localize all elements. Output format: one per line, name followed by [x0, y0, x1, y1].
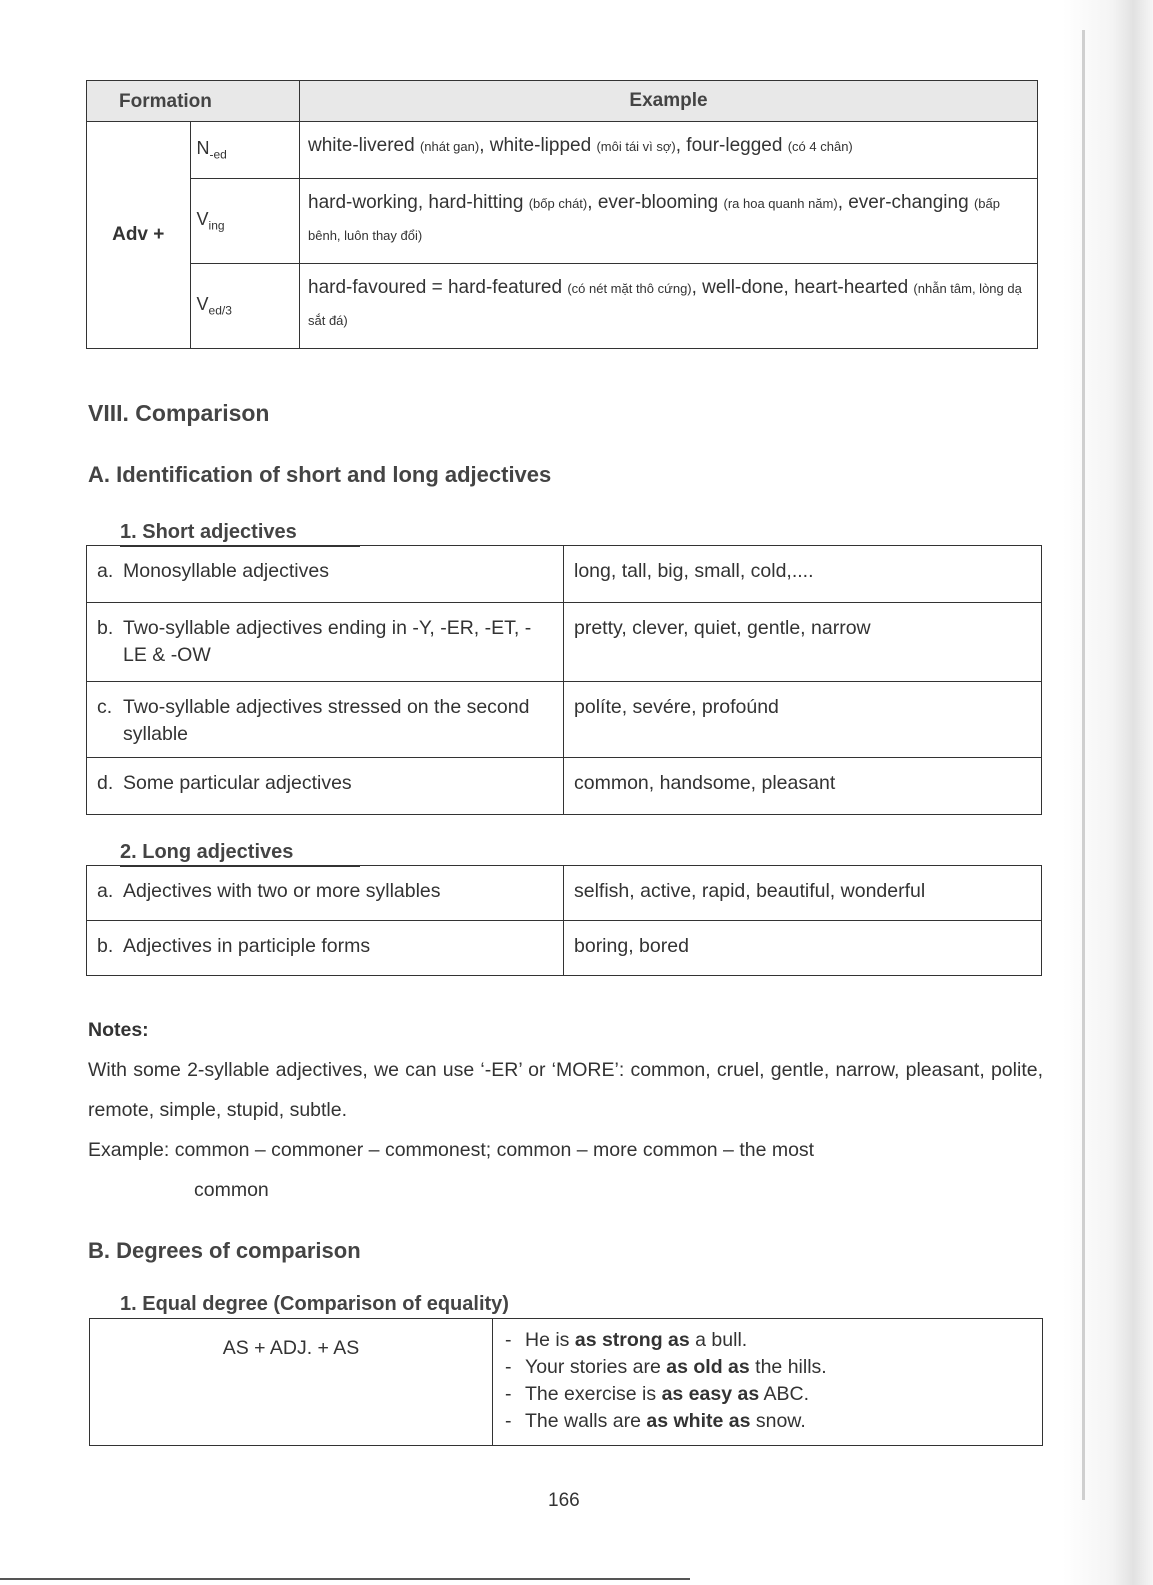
table-row	[87, 866, 1042, 921]
table-row	[87, 921, 1042, 976]
adjective-example-cell: boring, bored	[564, 921, 1042, 976]
example-sentence: - The exercise is as easy as ABC.	[505, 1383, 810, 1405]
long-adjectives-table	[86, 865, 1042, 976]
example-text: , ever-changing	[837, 192, 974, 213]
example-sentence: - Your stories are as old as the hills.	[505, 1356, 827, 1378]
form-cell	[190, 264, 299, 349]
form-cell	[190, 179, 299, 264]
short-adjectives-table	[86, 545, 1042, 815]
example-cell	[300, 122, 1038, 179]
bottom-rule	[0, 1578, 690, 1580]
page-number: 166	[548, 1490, 580, 1511]
example-header: Example	[300, 81, 1038, 122]
example-list	[505, 1327, 1032, 1435]
vietnamese-gloss: (bấp bênh, luôn thay đổi)	[308, 196, 1000, 243]
subsection-heading-identification: A. Identification of short and long adjectives	[88, 462, 552, 487]
adjective-type-cell: a. Monosyllable adjectives	[87, 546, 564, 603]
notes-block	[88, 1010, 1043, 1210]
formation-header-row	[87, 81, 1038, 122]
table-row	[87, 603, 1042, 682]
vietnamese-gloss: (nhát gan)	[419, 139, 480, 154]
adjective-type-cell: b. Two-syllable adjectives ending in -Y, -ER, -ET, -LE & -OW	[87, 603, 564, 682]
table-row	[87, 682, 1042, 758]
example-sentence: - He is as strong as a bull.	[505, 1329, 748, 1351]
example-text: hard-working, hard-hitting	[308, 192, 529, 213]
formation-header: Formation	[87, 81, 300, 122]
examples-cell	[493, 1319, 1043, 1446]
section-heading-comparison: VIII. Comparison	[88, 400, 270, 426]
example-cell	[300, 179, 1038, 264]
heading-long-adjectives: 2. Long adjectives	[120, 841, 360, 867]
formation-row	[87, 264, 1038, 349]
example-text: white-livered	[308, 135, 420, 156]
adjective-example-cell: pretty, clever, quiet, gentle, narrow	[564, 603, 1042, 682]
formation-row	[87, 179, 1038, 264]
example-text: , ever-blooming	[587, 192, 724, 213]
form-cell	[190, 122, 299, 179]
table-row	[90, 1319, 1043, 1446]
adjective-example-cell: long, tall, big, small, cold,....	[564, 546, 1042, 603]
example-text: , four-legged	[675, 135, 788, 156]
table-row	[87, 758, 1042, 815]
notes-label: Notes:	[88, 1019, 149, 1041]
form-symbol: $V_{ing}$	[196, 209, 225, 233]
notes-example-continuation: common	[194, 1179, 269, 1201]
adjective-example-cell: selfish, active, rapid, beautiful, wonderful	[564, 866, 1042, 921]
notes-example: Example: common – commoner – commonest; common – more common – the most	[88, 1139, 815, 1161]
formation-row	[87, 122, 1038, 179]
heading-equal-degree: 1. Equal degree (Comparison of equality)	[120, 1293, 640, 1319]
formula-cell: AS + ADJ. + AS	[90, 1319, 493, 1446]
adjective-type-cell: a. Adjectives with two or more syllables	[87, 866, 564, 921]
vietnamese-gloss: (môi tái vì sợ)	[596, 139, 676, 154]
adv-label: Adv +	[87, 122, 191, 349]
scan-edge-shadow	[1063, 0, 1153, 1585]
vietnamese-gloss: (ra hoa quanh năm)	[723, 196, 838, 211]
adjective-example-cell: políte, sevére, profoúnd	[564, 682, 1042, 758]
notes-body: With some 2-syllable adjectives, we can use ‘-ER’ or ‘MORE’: common, cruel, gentle, narrow, pleasant, polite, remote, simple, stupid, subtle.	[88, 1059, 1043, 1121]
example-text: hard-favoured = hard-featured	[308, 277, 568, 298]
form-symbol: $N_{-ed}$	[196, 138, 227, 162]
example-text: , white-lipped	[479, 135, 597, 156]
subsection-heading-degrees: B. Degrees of comparison	[88, 1238, 361, 1263]
vietnamese-gloss: (có nét mặt thô cứng)	[567, 281, 692, 296]
scan-binding-line	[1082, 30, 1085, 1500]
heading-short-adjectives: 1. Short adjectives	[120, 521, 360, 547]
example-text: , well-done, heart-hearted	[691, 277, 914, 298]
vietnamese-gloss: (bốp chát)	[528, 196, 588, 211]
adjective-type-cell: d. Some particular adjectives	[87, 758, 564, 815]
example-cell	[300, 264, 1038, 349]
adjective-type-cell: b. Adjectives in participle forms	[87, 921, 564, 976]
example-sentence: - The walls are as white as snow.	[505, 1410, 806, 1432]
vietnamese-gloss: (có 4 chân)	[787, 139, 853, 154]
formation-table	[86, 80, 1038, 349]
equal-degree-table	[89, 1318, 1043, 1446]
adjective-example-cell: common, handsome, pleasant	[564, 758, 1042, 815]
table-row	[87, 546, 1042, 603]
adjective-type-cell: c. Two-syllable adjectives stressed on the second syllable	[87, 682, 564, 758]
vietnamese-gloss: (nhẫn tâm, lòng dạ sắt đá)	[308, 281, 1022, 328]
form-symbol: $V_{ed/3}$	[196, 294, 232, 318]
